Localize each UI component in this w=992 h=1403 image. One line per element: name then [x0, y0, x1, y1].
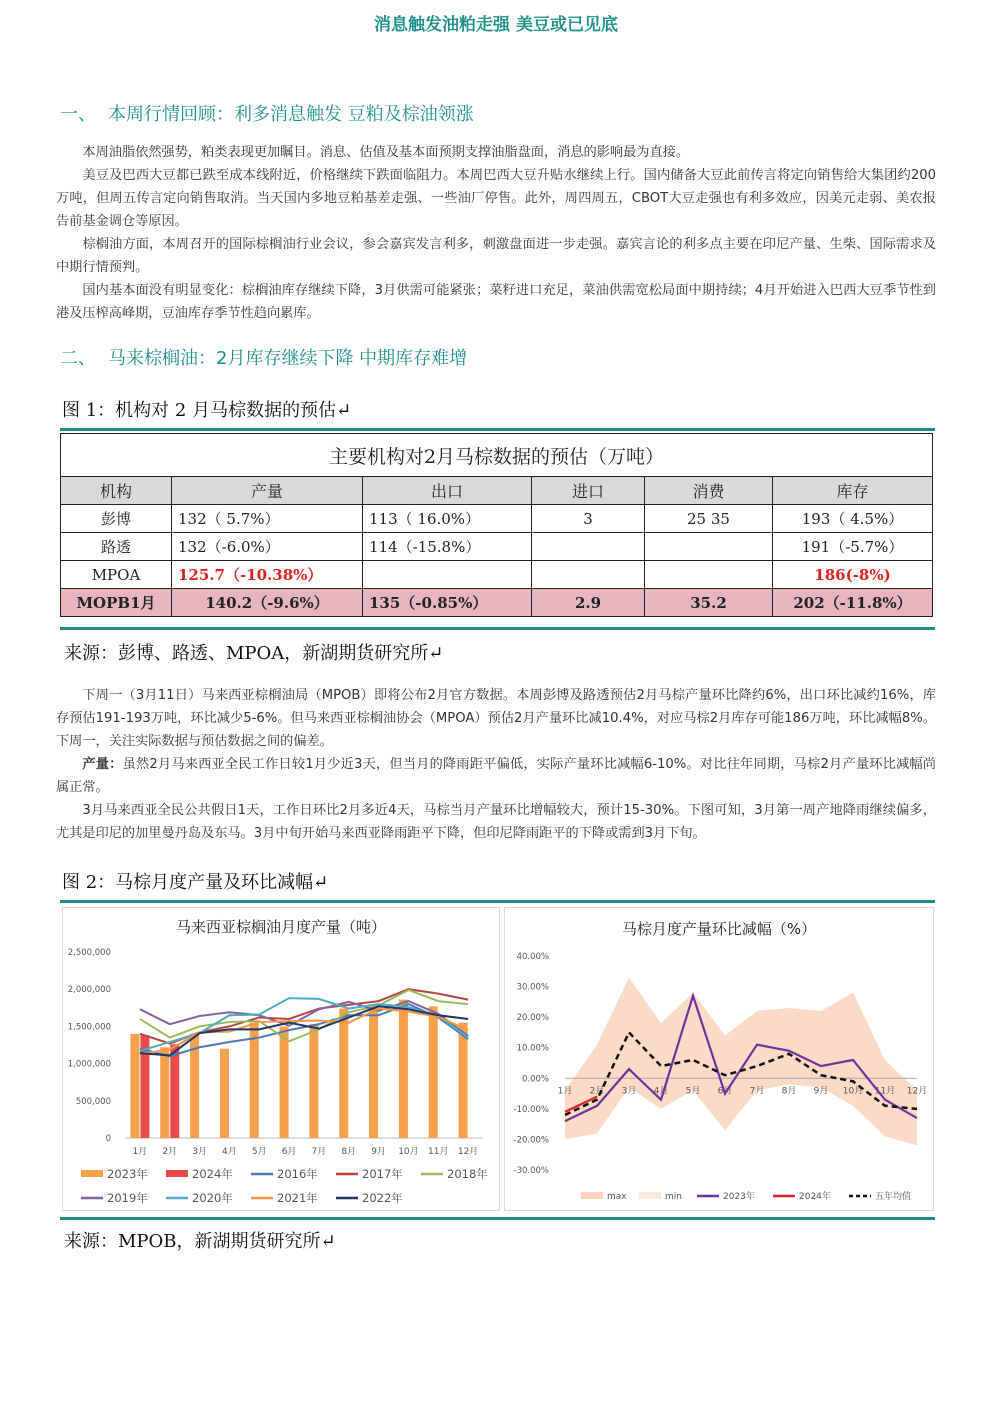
x-tick-label: 9月: [371, 1147, 386, 1157]
legend-swatch: [166, 1170, 188, 1177]
x-tick-label: 11月: [874, 1086, 896, 1097]
legend-label: 2020年: [192, 1191, 233, 1205]
table-cell: 25 35: [645, 505, 773, 533]
table-cell: [363, 561, 532, 589]
column-header: 库存: [773, 477, 933, 505]
table-cell: 113（ 16.0%）: [363, 505, 532, 533]
section-title: 马来棕榈油：2月库存继续下降 中期库存难增: [108, 348, 468, 369]
y-tick-label: 1,000,000: [67, 1059, 111, 1070]
production-chart-svg: [63, 908, 499, 1210]
legend-label: 2018年: [447, 1167, 488, 1181]
y-tick-label: 30.00%: [516, 982, 549, 993]
x-tick-label: 1月: [132, 1147, 148, 1157]
x-tick-label: 3月: [192, 1147, 207, 1157]
x-tick-label: 6月: [717, 1086, 733, 1097]
x-tick-label: 12月: [906, 1086, 928, 1097]
table-cell: [532, 533, 645, 561]
column-header: 进口: [532, 477, 645, 505]
section-1-body: [56, 141, 936, 325]
bar-2023年: [220, 1049, 229, 1138]
table-cell: 186(-8%): [773, 561, 933, 589]
x-tick-label: 10月: [842, 1086, 864, 1097]
figure-2-caption: 图 2：马棕月度产量及环比减幅↵: [62, 872, 329, 893]
table-cell: [645, 533, 773, 561]
legend-label: 2016年: [277, 1167, 318, 1181]
y-tick-label: 0: [105, 1134, 111, 1144]
legend-label: 2021年: [277, 1191, 318, 1205]
document-title: 消息触发油粕走强 美豆或已见底: [374, 15, 618, 35]
table-cell: 135（-0.85%）: [363, 589, 532, 617]
x-tick-label: 4月: [222, 1147, 237, 1157]
y-tick-label: -20.00%: [513, 1135, 549, 1146]
section-2-heading: [60, 344, 467, 370]
table-row: [61, 589, 933, 617]
x-tick-label: 6月: [281, 1147, 297, 1157]
mom-change-chart-svg: [505, 908, 933, 1210]
legend-swatch: [581, 1192, 603, 1199]
x-tick-label: 1月: [557, 1086, 573, 1097]
bold-lead: 产量：: [82, 757, 123, 772]
table-title: 主要机构对2月马棕数据的预估（万吨）: [61, 434, 933, 477]
bar-2023年: [429, 1006, 438, 1138]
bar-2023年: [459, 1023, 468, 1138]
divider: [60, 627, 935, 630]
column-header: 机构: [61, 477, 172, 505]
table-cell: [532, 561, 645, 589]
bar-2023年: [160, 1047, 169, 1138]
chart-title: 马棕月度产量环比减幅（%）: [621, 920, 817, 938]
chart-title: 马来西亚棕榈油月度产量（吨）: [175, 918, 387, 936]
production-chart: [62, 907, 500, 1211]
table-cell: 140.2（-9.6%）: [172, 589, 363, 617]
legend-label: min: [665, 1192, 682, 1202]
x-tick-label: 5月: [251, 1147, 267, 1157]
legend-label: 2024年: [192, 1167, 233, 1181]
table-cell: MOPB1月: [61, 589, 172, 617]
y-tick-label: 20.00%: [516, 1013, 549, 1024]
column-header: 出口: [363, 477, 532, 505]
y-tick-label: 2,500,000: [67, 948, 111, 958]
divider: [60, 900, 935, 903]
table-cell: 132（ 5.7%）: [172, 505, 363, 533]
x-tick-label: 8月: [781, 1086, 797, 1097]
bar-2023年: [399, 1000, 408, 1138]
x-tick-label: 8月: [341, 1147, 357, 1157]
table-header-row: [61, 477, 933, 505]
bar-2023年: [130, 1034, 139, 1138]
legend-label: 五年均值: [875, 1192, 912, 1202]
table-cell: 202（-11.8%）: [773, 589, 933, 617]
range-band-area: [565, 977, 917, 1145]
paragraph: 棕榈油方面，本周召开的国际棕榈油行业会议，参会嘉宾发言利多，刺激盘面进一步走强。嘉宾言论的利多点主要在印尼产量、生柴、国际需求及中期行情预判。: [56, 237, 936, 275]
legend-swatch: [639, 1192, 661, 1199]
divider: [60, 1217, 935, 1220]
x-tick-label: 4月: [653, 1086, 669, 1097]
column-header: 产量: [172, 477, 363, 505]
y-tick-label: 1,500,000: [67, 1022, 111, 1033]
table-cell: 彭博: [61, 505, 172, 533]
x-tick-label: 12月: [457, 1147, 479, 1157]
x-tick-label: 2月: [162, 1147, 178, 1157]
bar-2024年: [170, 1044, 179, 1138]
paragraph: 美豆及巴西大豆都已跌至成本线附近，价格继续下跌面临阻力。本周巴西大豆升贴水继续上行。国内储备大豆此前传言将定向销售给大集团约200万吨，但周五传言定向销售取消。当天国内多地豆粕基差走强、一些油厂停售。此外，周四周五，CBOT大豆走强也有利多效应，因美元走弱、美农报告前基金调仓等原因。: [56, 168, 936, 229]
section-number: 二、: [60, 348, 96, 369]
x-tick-label: 3月: [621, 1086, 637, 1097]
paragraph: 3月马来西亚全民公共假日1天，工作日环比2月多近4天，马棕当月产量环比增幅较大，预计15-30%。下图可知，3月第一周产地降雨继续偏多，尤其是印尼的加里曼丹岛及东马。3月中旬开始马来西亚降雨距平下降，但印尼降雨距平的下降或需到3月下旬。: [56, 803, 936, 841]
y-tick-label: 500,000: [75, 1096, 111, 1107]
table-row: [61, 505, 933, 533]
section-2-body: [56, 684, 936, 845]
section-number: 一、: [60, 104, 96, 125]
column-header: 消费: [645, 477, 773, 505]
x-tick-label: 5月: [685, 1086, 701, 1097]
x-tick-label: 7月: [749, 1086, 765, 1097]
paragraph: 国内基本面没有明显变化：棕榈油库存继续下降，3月供需可能紧张；菜籽进口充足，菜油供需宽松局面中期持续；4月开始进入巴西大豆季节性到港及压榨高峰期，豆油库存季节性趋向累库。: [56, 283, 936, 321]
section-title: 本周行情回顾：利多消息触发 豆粕及棕油领涨: [108, 104, 474, 125]
y-tick-label: 2,000,000: [67, 985, 111, 996]
paragraph: 产量：虽然2月马来西亚全民工作日较1月少近3天，但当月的降雨距平偏低，实际产量环比减幅6-10%。对比往年同期，马棕2月产量环比减幅尚属正常。: [56, 757, 936, 795]
x-tick-label: 9月: [813, 1086, 829, 1097]
y-tick-label: -30.00%: [513, 1166, 549, 1176]
bar-2023年: [280, 1026, 289, 1138]
y-tick-label: 10.00%: [516, 1043, 549, 1054]
x-tick-label: 2月: [589, 1086, 605, 1097]
legend-label: 2022年: [362, 1191, 403, 1205]
table-cell: [645, 561, 773, 589]
bar-2023年: [250, 1023, 259, 1138]
table-cell: MPOA: [61, 561, 172, 589]
legend-label: 2024年: [799, 1192, 831, 1202]
y-tick-label: -10.00%: [513, 1104, 549, 1115]
bar-2023年: [369, 1008, 378, 1138]
divider: [60, 428, 935, 431]
figure-1-source: 来源：彭博、路透、MPOA，新湖期货研究所↵: [64, 643, 444, 664]
x-tick-label: 10月: [398, 1147, 419, 1157]
table-row: [61, 561, 933, 589]
legend-label: 2023年: [107, 1167, 148, 1181]
table-cell: 3: [532, 505, 645, 533]
paragraph: 下周一（3月11日）马来西亚棕榈油局（MPOB）即将公布2月官方数据。本周彭博及路透预估2月马棕产量环比降约6%，出口环比减约16%，库存预估191-193万吨，环比减少5-6%。但马来西亚棕榈油协会（MPOA）预估2月产量环比减10.4%，对应马棕2月库存可能186万吨，环比减幅8%。下周一，关注实际数据与预估数据之间的偏差。: [56, 688, 936, 749]
mom-change-chart: [504, 907, 934, 1211]
paragraph: 本周油脂依然强势，粕类表现更加瞩目。消息、估值及基本面预期支撑油脂盘面，消息的影响最为直接。: [82, 145, 690, 160]
table-cell: 125.7（-10.38%）: [172, 561, 363, 589]
bar-2023年: [309, 1024, 318, 1138]
legend-label: 2017年: [362, 1167, 403, 1181]
table-cell: 114（-15.8%）: [363, 533, 532, 561]
x-tick-label: 11月: [428, 1147, 449, 1157]
y-tick-label: 40.00%: [516, 952, 549, 962]
table-row: [61, 533, 933, 561]
bar-2023年: [339, 1009, 348, 1138]
legend-label: 2019年: [107, 1191, 148, 1205]
legend-swatch: [81, 1170, 103, 1177]
table-cell: 193（ 4.5%）: [773, 505, 933, 533]
table-cell: 191（-5.7%）: [773, 533, 933, 561]
section-1-heading: [60, 100, 474, 126]
table-cell: 132（-6.0%）: [172, 533, 363, 561]
figure-1-caption: 图 1：机构对 2 月马棕数据的预估↵: [62, 400, 352, 421]
estimates-table: [60, 433, 933, 617]
table-cell: 路透: [61, 533, 172, 561]
table-cell: 2.9: [532, 589, 645, 617]
legend-label: max: [607, 1192, 627, 1202]
x-tick-label: 7月: [311, 1147, 327, 1157]
y-tick-label: 0.00%: [521, 1074, 549, 1085]
table-cell: 35.2: [645, 589, 773, 617]
figure-2-source: 来源：MPOB，新湖期货研究所↵: [64, 1231, 336, 1252]
legend-label: 2023年: [723, 1192, 755, 1202]
